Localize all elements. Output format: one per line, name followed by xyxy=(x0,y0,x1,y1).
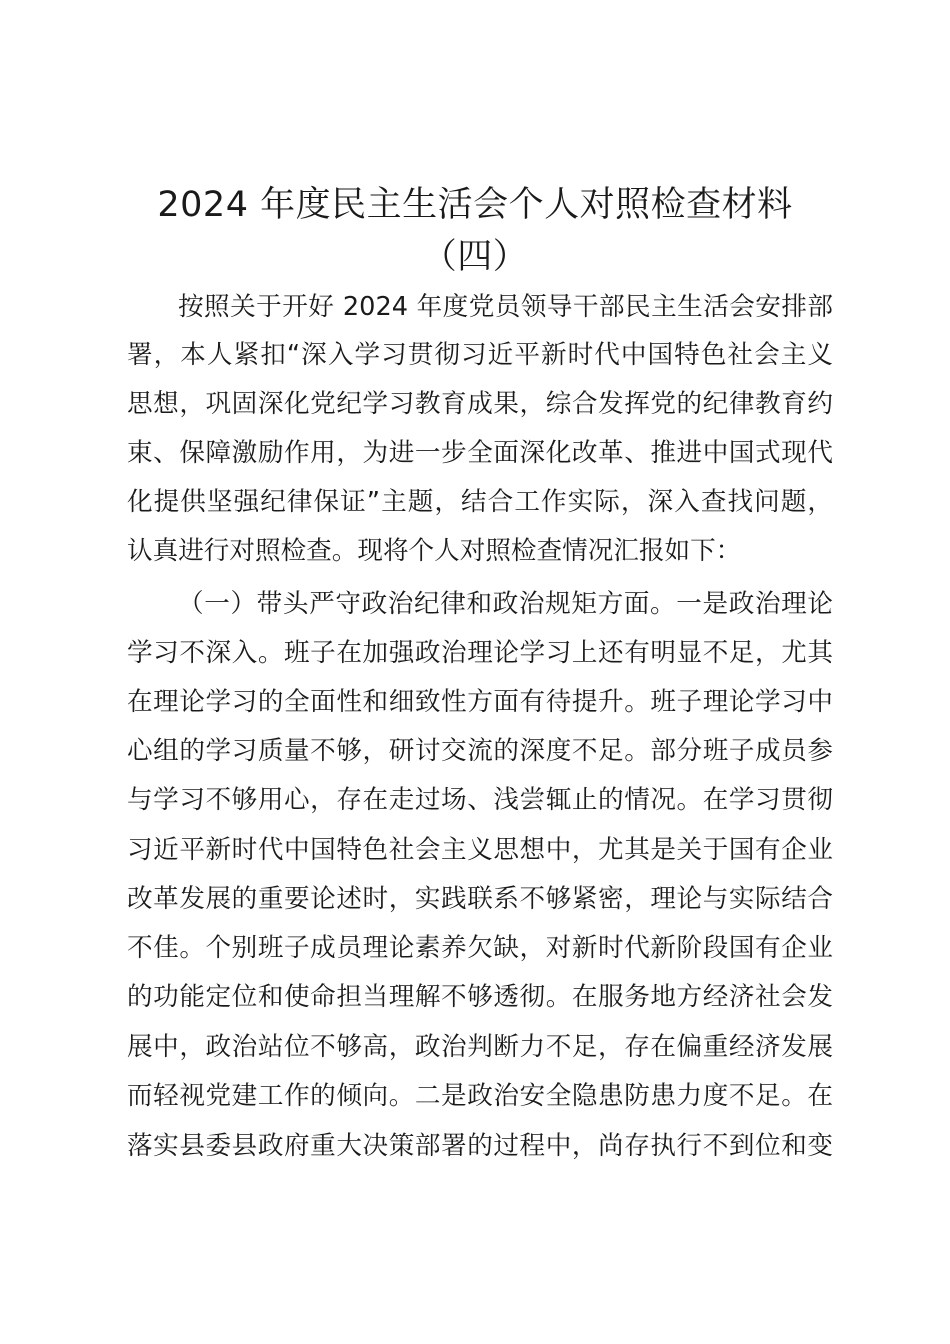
paragraph-2-line-7: 改革发展的重要论述时，实践联系不够紧密，理论与实际结合 xyxy=(127,884,833,914)
paragraph-2-line-5: 与学习不够用心，存在走过场、浅尝辄止的情况。在学习贯彻 xyxy=(127,785,833,815)
paragraph-2-line-1: （一）带头严守政治纪律和政治规矩方面。一是政治理论 xyxy=(178,589,833,619)
paragraph-1-line-1: 按照关于开好 2024 年度党员领导干部民主生活会安排部 xyxy=(178,292,833,322)
paragraph-2-line-3: 在理论学习的全面性和细致性方面有待提升。班子理论学习中 xyxy=(127,687,833,717)
document-title: 2024 年度民主生活会个人对照检查材料 xyxy=(157,185,793,225)
paragraph-1-line-4: 束、保障激励作用，为进一步全面深化改革、推进中国式现代 xyxy=(127,438,833,468)
paragraph-1-line-3: 思想，巩固深化党纪学习教育成果，综合发挥党的纪律教育约 xyxy=(127,389,833,419)
paragraph-1-line-5: 化提供坚强纪律保证”主题，结合工作实际，深入查找问题， xyxy=(127,487,833,517)
paragraph-2-line-12: 落实县委县政府重大决策部署的过程中，尚存执行不到位和变 xyxy=(127,1131,833,1161)
paragraph-2-line-10: 展中，政治站位不够高，政治判断力不足，存在偏重经济发展 xyxy=(127,1032,833,1062)
paragraph-2-line-4: 心组的学习质量不够，研讨交流的深度不足。部分班子成员参 xyxy=(127,736,833,766)
paragraph-2-line-11: 而轻视党建工作的倾向。二是政治安全隐患防患力度不足。在 xyxy=(127,1081,833,1111)
paragraph-2-line-8: 不佳。个别班子成员理论素养欠缺，对新时代新阶段国有企业 xyxy=(127,933,833,963)
paragraph-2-line-2: 学习不深入。班子在加强政治理论学习上还有明显不足，尤其 xyxy=(127,638,833,668)
paragraph-2-line-6: 习近平新时代中国特色社会主义思想中，尤其是关于国有企业 xyxy=(127,835,833,865)
document-title-suffix: （四） xyxy=(421,237,529,277)
paragraph-1-line-2: 署，本人紧扣“深入学习贯彻习近平新时代中国特色社会主义 xyxy=(127,340,833,370)
paragraph-2-line-9: 的功能定位和使命担当理解不够透彻。在服务地方经济社会发 xyxy=(127,982,833,1012)
paragraph-1-line-6: 认真进行对照检查。现将个人对照检查情况汇报如下： xyxy=(127,536,742,566)
